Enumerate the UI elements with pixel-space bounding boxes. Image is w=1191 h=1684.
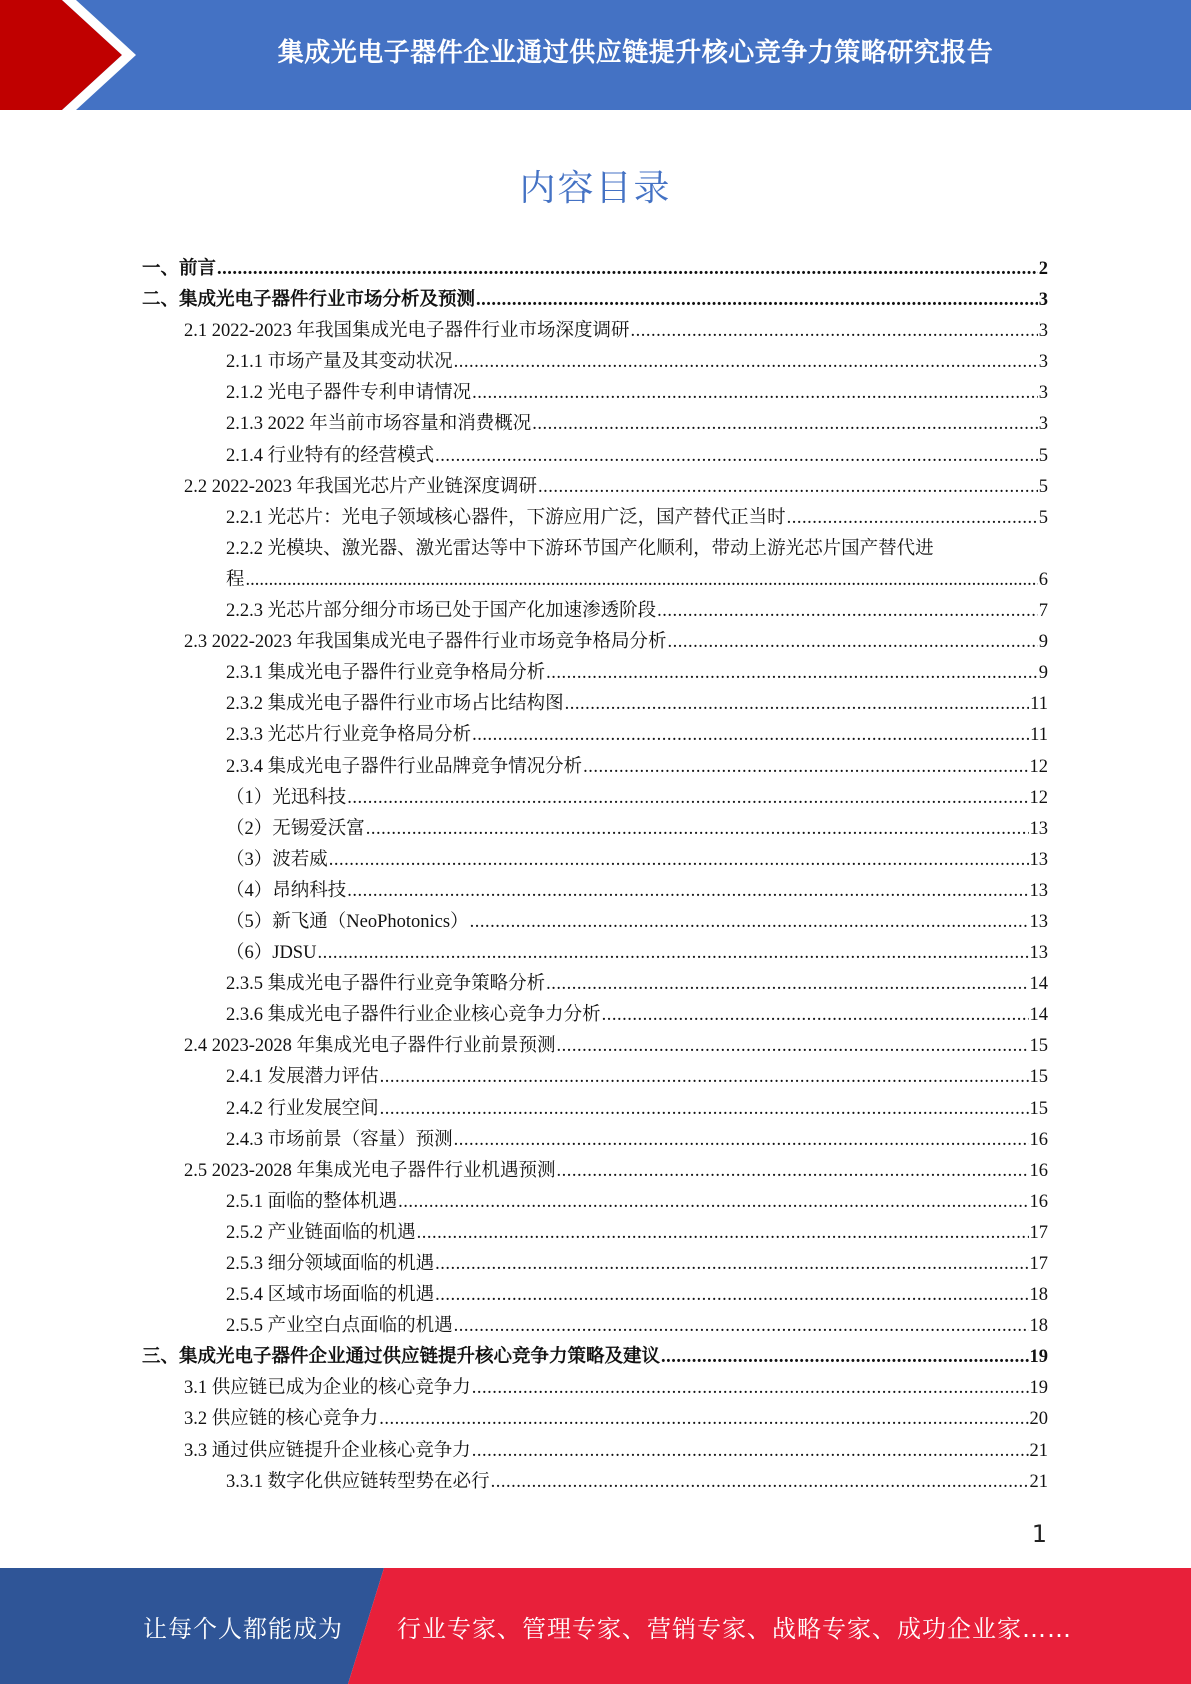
toc-leader-dots	[538, 472, 1038, 503]
toc-leader-dots	[546, 969, 1028, 1000]
page-number: 1	[1031, 1520, 1047, 1548]
toc-leader-dots	[470, 907, 1029, 938]
toc-page-number: 12	[1029, 756, 1048, 777]
toc-entry[interactable]	[142, 503, 1048, 534]
toc-leader-dots	[347, 783, 1028, 814]
toc-entry-label: 2.2 2022-2023 年我国光芯片产业链深度调研	[184, 476, 538, 497]
toc-page-number: 20	[1029, 1409, 1048, 1430]
toc-entry-label: 2.1.4 行业特有的经营模式	[226, 445, 435, 466]
toc-leader-dots	[380, 1062, 1029, 1093]
toc-leader-dots	[347, 876, 1028, 907]
toc-leader-dots	[380, 1094, 1029, 1125]
toc-entry-label: 3.3.1 数字化供应链转型势在必行	[226, 1471, 490, 1492]
toc-entry-label: 2.1.1 市场产量及其变动状况	[226, 352, 453, 373]
toc-entry-label: 2.5 2023-2028 年集成光电子器件行业机遇预测	[184, 1160, 556, 1181]
toc-page-number: 13	[1029, 818, 1048, 839]
toc-entry[interactable]	[142, 627, 1048, 658]
toc-entry[interactable]	[142, 845, 1048, 876]
toc-entry[interactable]	[142, 1373, 1048, 1404]
toc-page-number: 6	[1038, 569, 1048, 590]
toc-entry[interactable]	[142, 1218, 1048, 1249]
toc-entry[interactable]	[142, 378, 1048, 409]
toc-entry-label: 2.1.3 2022 年当前市场容量和消费概况	[226, 414, 532, 435]
header-band	[0, 0, 1191, 110]
toc-leader-dots	[472, 1436, 1029, 1467]
toc-leader-dots	[583, 752, 1028, 783]
toc-entry[interactable]	[142, 1436, 1048, 1467]
toc-page-number: 14	[1029, 1005, 1048, 1026]
toc-entry[interactable]	[142, 1125, 1048, 1156]
toc-entry-label-continued: 程	[226, 569, 245, 590]
toc-entry-label: 2.4.3 市场前景（容量）预测	[226, 1129, 453, 1150]
footer-slogan-left: 让每个人都能成为	[143, 1614, 343, 1643]
toc-page-number: 3	[1038, 383, 1048, 404]
toc-entry-label: 2.3.1 集成光电子器件行业竞争格局分析	[226, 663, 546, 684]
table-of-contents	[142, 254, 1048, 1498]
toc-leader-dots	[631, 316, 1038, 347]
toc-page-number: 3	[1038, 414, 1048, 435]
toc-entry[interactable]	[142, 1467, 1048, 1498]
toc-leader-dots	[476, 285, 1038, 316]
toc-entry[interactable]	[142, 285, 1048, 316]
toc-page-number: 15	[1029, 1036, 1048, 1057]
toc-leader-dots	[668, 627, 1038, 658]
toc-leader-dots	[379, 1404, 1028, 1435]
toc-leader-dots	[454, 347, 1038, 378]
toc-entry[interactable]	[142, 814, 1048, 845]
toc-leader-dots	[565, 689, 1030, 720]
toc-page-number: 14	[1029, 974, 1048, 995]
toc-page-number: 19	[1029, 1378, 1048, 1399]
toc-entry[interactable]	[142, 720, 1048, 751]
toc-entry-label: 2.4 2023-2028 年集成光电子器件行业前景预测	[184, 1036, 556, 1057]
toc-leader-dots	[557, 1031, 1029, 1062]
toc-entry[interactable]	[142, 596, 1048, 627]
toc-entry-label: 2.2.3 光芯片部分细分市场已处于国产化加速渗透阶段	[226, 601, 657, 622]
toc-leader-dots	[454, 1125, 1029, 1156]
toc-entry[interactable]	[142, 409, 1048, 440]
toc-leader-dots	[366, 814, 1029, 845]
toc-page-number: 5	[1038, 476, 1048, 497]
toc-page-number: 3	[1038, 290, 1048, 311]
toc-entry-label: 一、前言	[142, 259, 217, 279]
toc-page-number: 17	[1029, 1254, 1048, 1274]
toc-leader-dots	[217, 254, 1038, 285]
toc-leader-dots	[532, 409, 1037, 440]
toc-leader-dots	[557, 1156, 1029, 1187]
toc-entry-label: 2.3.4 集成光电子器件行业品牌竞争情况分析	[226, 756, 583, 777]
toc-page-number: 9	[1038, 632, 1048, 653]
toc-entry[interactable]	[142, 938, 1048, 969]
toc-entry[interactable]	[142, 254, 1048, 285]
toc-entry-label: 2.3.2 集成光电子器件行业市场占比结构图	[226, 694, 564, 715]
toc-leader-dots	[417, 1218, 1029, 1249]
toc-leader-dots	[329, 845, 1029, 876]
toc-entry-label: 三、集成光电子器件企业通过供应链提升核心竞争力策略及建议	[142, 1347, 661, 1368]
header-arrow-icon	[0, 0, 160, 110]
toc-entry-label: （6）JDSU	[226, 943, 317, 964]
toc-page-number: 19	[1029, 1347, 1048, 1368]
toc-entry[interactable]	[142, 1000, 1048, 1031]
toc-leader-dots	[454, 1311, 1029, 1342]
toc-entry[interactable]	[142, 347, 1048, 378]
toc-entry-label: 2.5.5 产业空白点面临的机遇	[226, 1316, 453, 1337]
toc-leader-dots	[317, 938, 1028, 969]
toc-entry-label: 2.1.2 光电子器件专利申请情况	[226, 383, 472, 404]
toc-entry[interactable]	[142, 472, 1048, 503]
toc-entry-label: 2.5.3 细分领域面临的机遇	[226, 1254, 435, 1274]
toc-page-number: 5	[1038, 507, 1048, 528]
footer-band	[0, 1568, 1191, 1684]
toc-entry[interactable]	[142, 534, 1048, 596]
toc-leader-dots	[787, 503, 1038, 534]
toc-entry-label: 2.3.5 集成光电子器件行业竞争策略分析	[226, 974, 546, 995]
toc-page-number: 3	[1038, 352, 1048, 373]
toc-leader-dots	[491, 1467, 1029, 1498]
toc-page-number: 21	[1029, 1471, 1048, 1492]
toc-entry-label: （4）昂纳科技	[226, 880, 347, 901]
toc-page-number: 11	[1030, 725, 1048, 746]
toc-page-number: 11	[1030, 694, 1048, 715]
toc-leader-dots	[546, 658, 1038, 689]
toc-leader-dots	[435, 441, 1038, 472]
toc-entry-label: 二、集成光电子器件行业市场分析及预测	[142, 290, 476, 311]
toc-entry[interactable]	[142, 1280, 1048, 1311]
toc-entry-label: 2.3.6 集成光电子器件行业企业核心竞争力分析	[226, 1005, 601, 1026]
toc-leader-dots	[602, 1000, 1029, 1031]
toc-page-number: 16	[1029, 1160, 1048, 1181]
toc-entry[interactable]	[142, 316, 1048, 347]
toc-leader-dots	[435, 1280, 1028, 1311]
toc-leader-dots	[657, 596, 1038, 627]
toc-page-number: 13	[1029, 880, 1048, 901]
toc-entry[interactable]	[142, 1094, 1048, 1125]
toc-page-number: 3	[1038, 321, 1048, 342]
toc-entry-label: （5）新飞通（NeoPhotonics）	[226, 911, 469, 932]
toc-entry-label: （1）光迅科技	[226, 787, 347, 808]
toc-entry[interactable]	[142, 1404, 1048, 1435]
toc-page-number: 9	[1038, 663, 1048, 684]
toc-page-number: 5	[1038, 445, 1048, 466]
toc-leader-dots	[435, 1249, 1028, 1280]
toc-page-number: 15	[1029, 1098, 1048, 1119]
toc-entry-label: 2.5.4 区域市场面临的机遇	[226, 1285, 435, 1306]
toc-page-number: 16	[1029, 1129, 1048, 1150]
toc-page-number: 16	[1029, 1191, 1048, 1212]
toc-page-number: 13	[1029, 849, 1048, 870]
toc-leader-dots	[472, 378, 1038, 409]
toc-entry-label: （3）波若威	[226, 849, 328, 870]
toc-page-number: 15	[1029, 1067, 1048, 1088]
toc-entry[interactable]	[142, 658, 1048, 689]
toc-entry[interactable]	[142, 689, 1048, 720]
footer-slogan-right: 行业专家、管理专家、营销专家、战略专家、成功企业家……	[397, 1614, 1072, 1643]
toc-entry[interactable]	[142, 1156, 1048, 1187]
toc-page-number: 12	[1029, 787, 1048, 808]
toc-entry-label: 2.2.2 光模块、激光器、激光雷达等中下游环节国产化顺利，带动上游光芯片国产替代进	[226, 538, 934, 559]
toc-leader-dots	[246, 565, 1038, 596]
toc-page-number: 18	[1029, 1285, 1048, 1306]
toc-page-number: 7	[1038, 601, 1048, 622]
toc-entry-label: 2.3.3 光芯片行业竞争格局分析	[226, 725, 472, 746]
toc-page-number: 21	[1029, 1440, 1048, 1461]
toc-entry-label: 2.2.1 光芯片：光电子领域核心器件，下游应用广泛，国产替代正当时	[226, 507, 786, 528]
toc-entry-label: （2）无锡爱沃富	[226, 818, 365, 839]
toc-page-number: 2	[1038, 259, 1048, 279]
toc-entry[interactable]	[142, 1187, 1048, 1218]
page-title: 内容目录	[519, 168, 672, 209]
toc-entry[interactable]	[142, 752, 1048, 783]
toc-entry[interactable]	[142, 876, 1048, 907]
toc-entry-label: 2.5.2 产业链面临的机遇	[226, 1222, 416, 1243]
toc-leader-dots	[398, 1187, 1028, 1218]
toc-page-number: 17	[1029, 1222, 1048, 1243]
toc-entry[interactable]	[142, 969, 1048, 1000]
toc-page-number: 13	[1029, 911, 1048, 932]
toc-entry[interactable]	[142, 1062, 1048, 1093]
toc-entry-label: 2.5.1 面临的整体机遇	[226, 1191, 398, 1212]
toc-entry[interactable]	[142, 1031, 1048, 1062]
toc-page-number: 13	[1029, 943, 1048, 964]
toc-page-number: 18	[1029, 1316, 1048, 1337]
toc-leader-dots	[661, 1342, 1028, 1373]
toc-leader-dots	[472, 720, 1029, 751]
toc-entry[interactable]	[142, 1311, 1048, 1342]
toc-entry-label: 2.4.1 发展潜力评估	[226, 1067, 379, 1088]
toc-entry-label: 3.1 供应链已成为企业的核心竞争力	[184, 1378, 471, 1399]
toc-leader-dots	[472, 1373, 1029, 1404]
toc-entry-label: 2.1 2022-2023 年我国集成光电子器件行业市场深度调研	[184, 321, 630, 342]
toc-entry-label: 2.3 2022-2023 年我国集成光电子器件行业市场竞争格局分析	[184, 632, 667, 653]
toc-entry-label: 2.4.2 行业发展空间	[226, 1098, 379, 1119]
toc-entry[interactable]	[142, 907, 1048, 938]
toc-entry-label: 3.2 供应链的核心竞争力	[184, 1409, 379, 1430]
toc-entry[interactable]	[142, 783, 1048, 814]
toc-entry[interactable]	[142, 1342, 1048, 1373]
report-title: 集成光电子器件企业通过供应链提升核心竞争力策略研究报告	[277, 37, 994, 68]
toc-entry[interactable]	[142, 1249, 1048, 1280]
toc-entry-label: 3.3 通过供应链提升企业核心竞争力	[184, 1440, 471, 1461]
toc-entry[interactable]	[142, 441, 1048, 472]
